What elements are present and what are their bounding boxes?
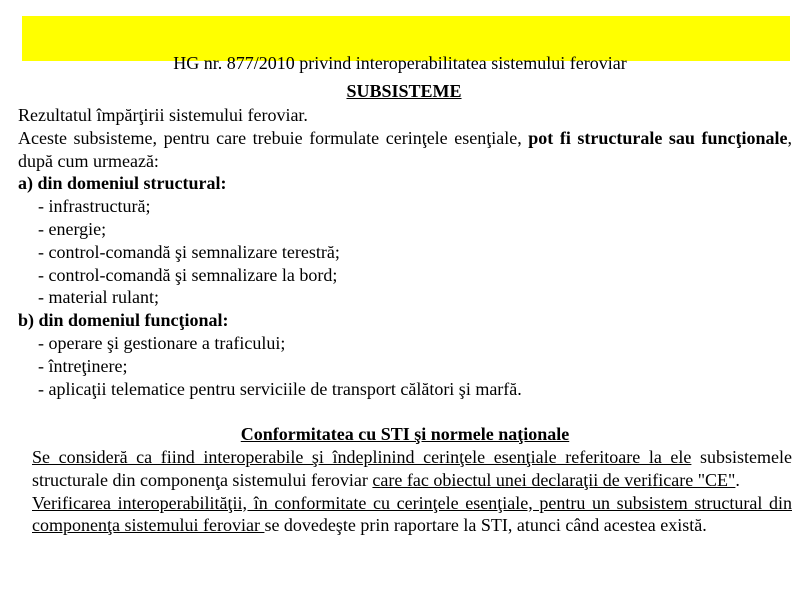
conformity-p1-end: . [735,469,740,490]
list-item: - întreţinere; [38,355,128,376]
conformity-paragraph-1 [32,446,792,492]
conformity-heading: Conformitatea cu STI şi normele naţionale [240,424,570,445]
document-title: HG nr. 877/2010 privind interoperabilitatea sistemului feroviar [173,53,627,73]
structural-heading: a) din domeniul structural: [18,173,227,194]
list-item: - infrastructură; [38,196,151,217]
conformity-p1-plain: subsistemele structurale din componenţa sistemului feroviar [32,446,792,490]
list-item: - operare şi gestionare a traficului; [38,332,286,353]
conformity-section [18,446,792,537]
document-body [18,104,792,537]
conformity-p1-underlined-2: care fac obiectul unei declaraţii de verificare "CE" [372,469,736,490]
conformity-p1-underlined: Se consideră ca fiind interoperabile şi îndeplinind cerinţele esenţiale referitoare la ele [32,446,692,467]
list-item: - aplicaţii telematice pentru serviciile de transport călători şi marfă. [38,378,522,399]
intro-line-1: Rezultatul împărţirii sistemului feroviar. [18,105,308,125]
section-title: SUBSISTEME [346,81,462,101]
list-item: - control-comandă şi semnalizare terestră; [38,241,340,262]
list-item: - material rulant; [38,287,159,308]
conformity-paragraph-2 [32,492,792,538]
intro-text-start: Aceste subsisteme, pentru care trebuie formulate cerinţele esenţiale, [18,127,529,148]
intro-bold-text: pot fi structurale sau funcţionale [528,127,788,148]
list-item: - energie; [38,218,107,239]
intro-text-end: , după cum urmează: [18,127,792,171]
intro-paragraph [18,127,792,173]
conformity-p2-underlined: Verificarea interoperabilităţii, în conformitate cu cerinţele esenţiale, pentru un subsistem structural din componenţa sistemului feroviar [32,492,792,536]
functional-heading: b) din domeniul funcţional: [18,310,229,331]
conformity-p2-plain: se dovedeşte prin raportare la STI, atunci când acestea există. [264,515,707,536]
list-item: - control-comandă şi semnalizare la bord; [38,264,338,285]
